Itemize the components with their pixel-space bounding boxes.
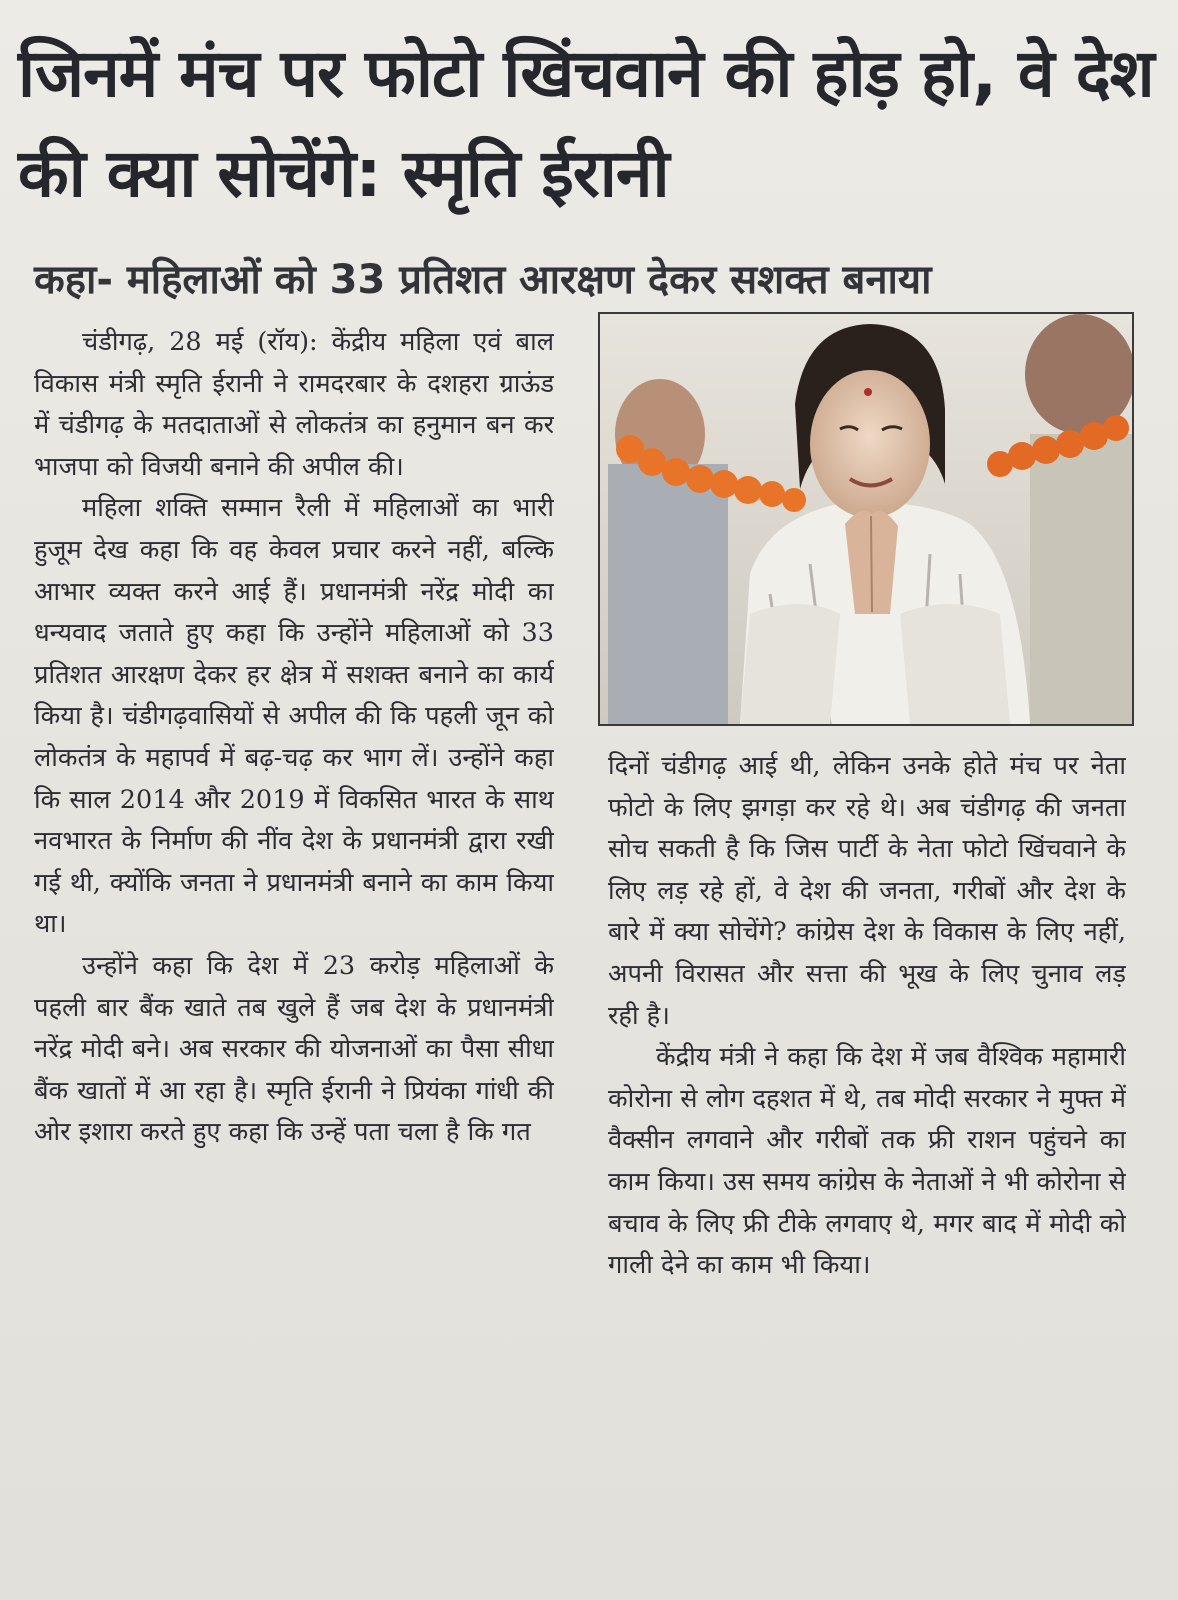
paragraph-corona: केंद्रीय मंत्री ने कहा कि देश में जब वैश्विक महामारी कोरोना से लोग दहशत में थे, तब मोदी सरकार ने मुफ्त में वैक्सीन लगवाने और गरीबों तक फ्री राशन पहुंचने का काम किया। उस समय कांग्रेस के नेताओं ने भी कोरोना से बचाव के लिए फ्री टीके लगवाए थे, मगर बाद में मोदी को गाली देने का काम भी किया। — [608, 1042, 1126, 1281]
paragraph-dateline: चंडीगढ़, 28 मई (रॉय): केंद्रीय महिला एवं बाल विकास मंत्री स्मृति ईरानी ने रामदरबार के दशहरा ग्राऊंड में चंडीगढ़ के मतदाताओं से लोकतंत्र का हनुमान बन कर भाजपा को विजयी बनाने की अपील की। — [34, 327, 554, 482]
paragraph-bank-accounts: उन्होंने कहा कि देश में 23 करोड़ महिलाओं के पहली बार बैंक खाते तब खुले हैं जब देश के प्रधानमंत्री नरेंद्र मोदी बने। अब सरकार की योजनाओं का पैसा सीधा बैंक खातों में आ रहा है। स्मृति ईरानी ने प्रियंका गांधी की ओर इशारा करते हुए कहा कि उन्हें पता चला है कि गत — [34, 950, 554, 1148]
subheadline: कहा- महिलाओं को 33 प्रतिशत आरक्षण देकर सशक्त बनाया — [34, 257, 932, 303]
paragraph-continuation: दिनों चंडीगढ़ आई थी, लेकिन उनके होते मंच पर नेता फोटो के लिए झगड़ा कर रहे थे। अब चंडीगढ़ की जनता सोच सकती है कि जिस पार्टी के नेता फोटो खिंचवाने के लिए लड़ रहे हों, वे देश की जनता, गरीबों और देश के बारे में क्या सोचेंगे? कांग्रेस देश के विकास के लिए नहीं, अपनी विरासत और सत्ता की भूख के लिए चुनाव लड़ रही है। — [608, 751, 1126, 1031]
news-photo — [598, 312, 1134, 726]
woman-greeting-namaste-photo — [600, 314, 1132, 724]
headline: जिनमें मंच पर फोटो खिंचवाने की होड़ हो, वे देश की क्या सोचेंगे: स्मृति ईरानी — [18, 35, 1154, 212]
article-column-right — [608, 746, 1126, 1596]
paragraph-rally: महिला शक्ति सम्मान रैली में महिलाओं का भारी हुजूम देख कहा कि वह केवल प्रचार करने नहीं, बल्कि आभार व्यक्त करने आई हैं। प्रधानमंत्री नरेंद्र मोदी का धन्यवाद जताते हुए कहा कि उन्होंने महिलाओं को 33 प्रतिशत आरक्षण देकर हर क्षेत्र में सशक्त बनाने का कार्य किया है। चंडीगढ़वासियों से अपील की कि पहली जून को लोकतंत्र के महापर्व में बढ़-चढ़ कर भाग लें। उन्होंने कहा कि साल 2014 और 2019 में विकसित भारत के साथ नवभारत के निर्माण की नींव देश के प्रधानमंत्री द्वारा रखी गई थी, क्योंकि जनता ने प्रधानमंत्री बनाने का काम किया था। — [34, 493, 554, 940]
article-column-left — [34, 322, 554, 1592]
